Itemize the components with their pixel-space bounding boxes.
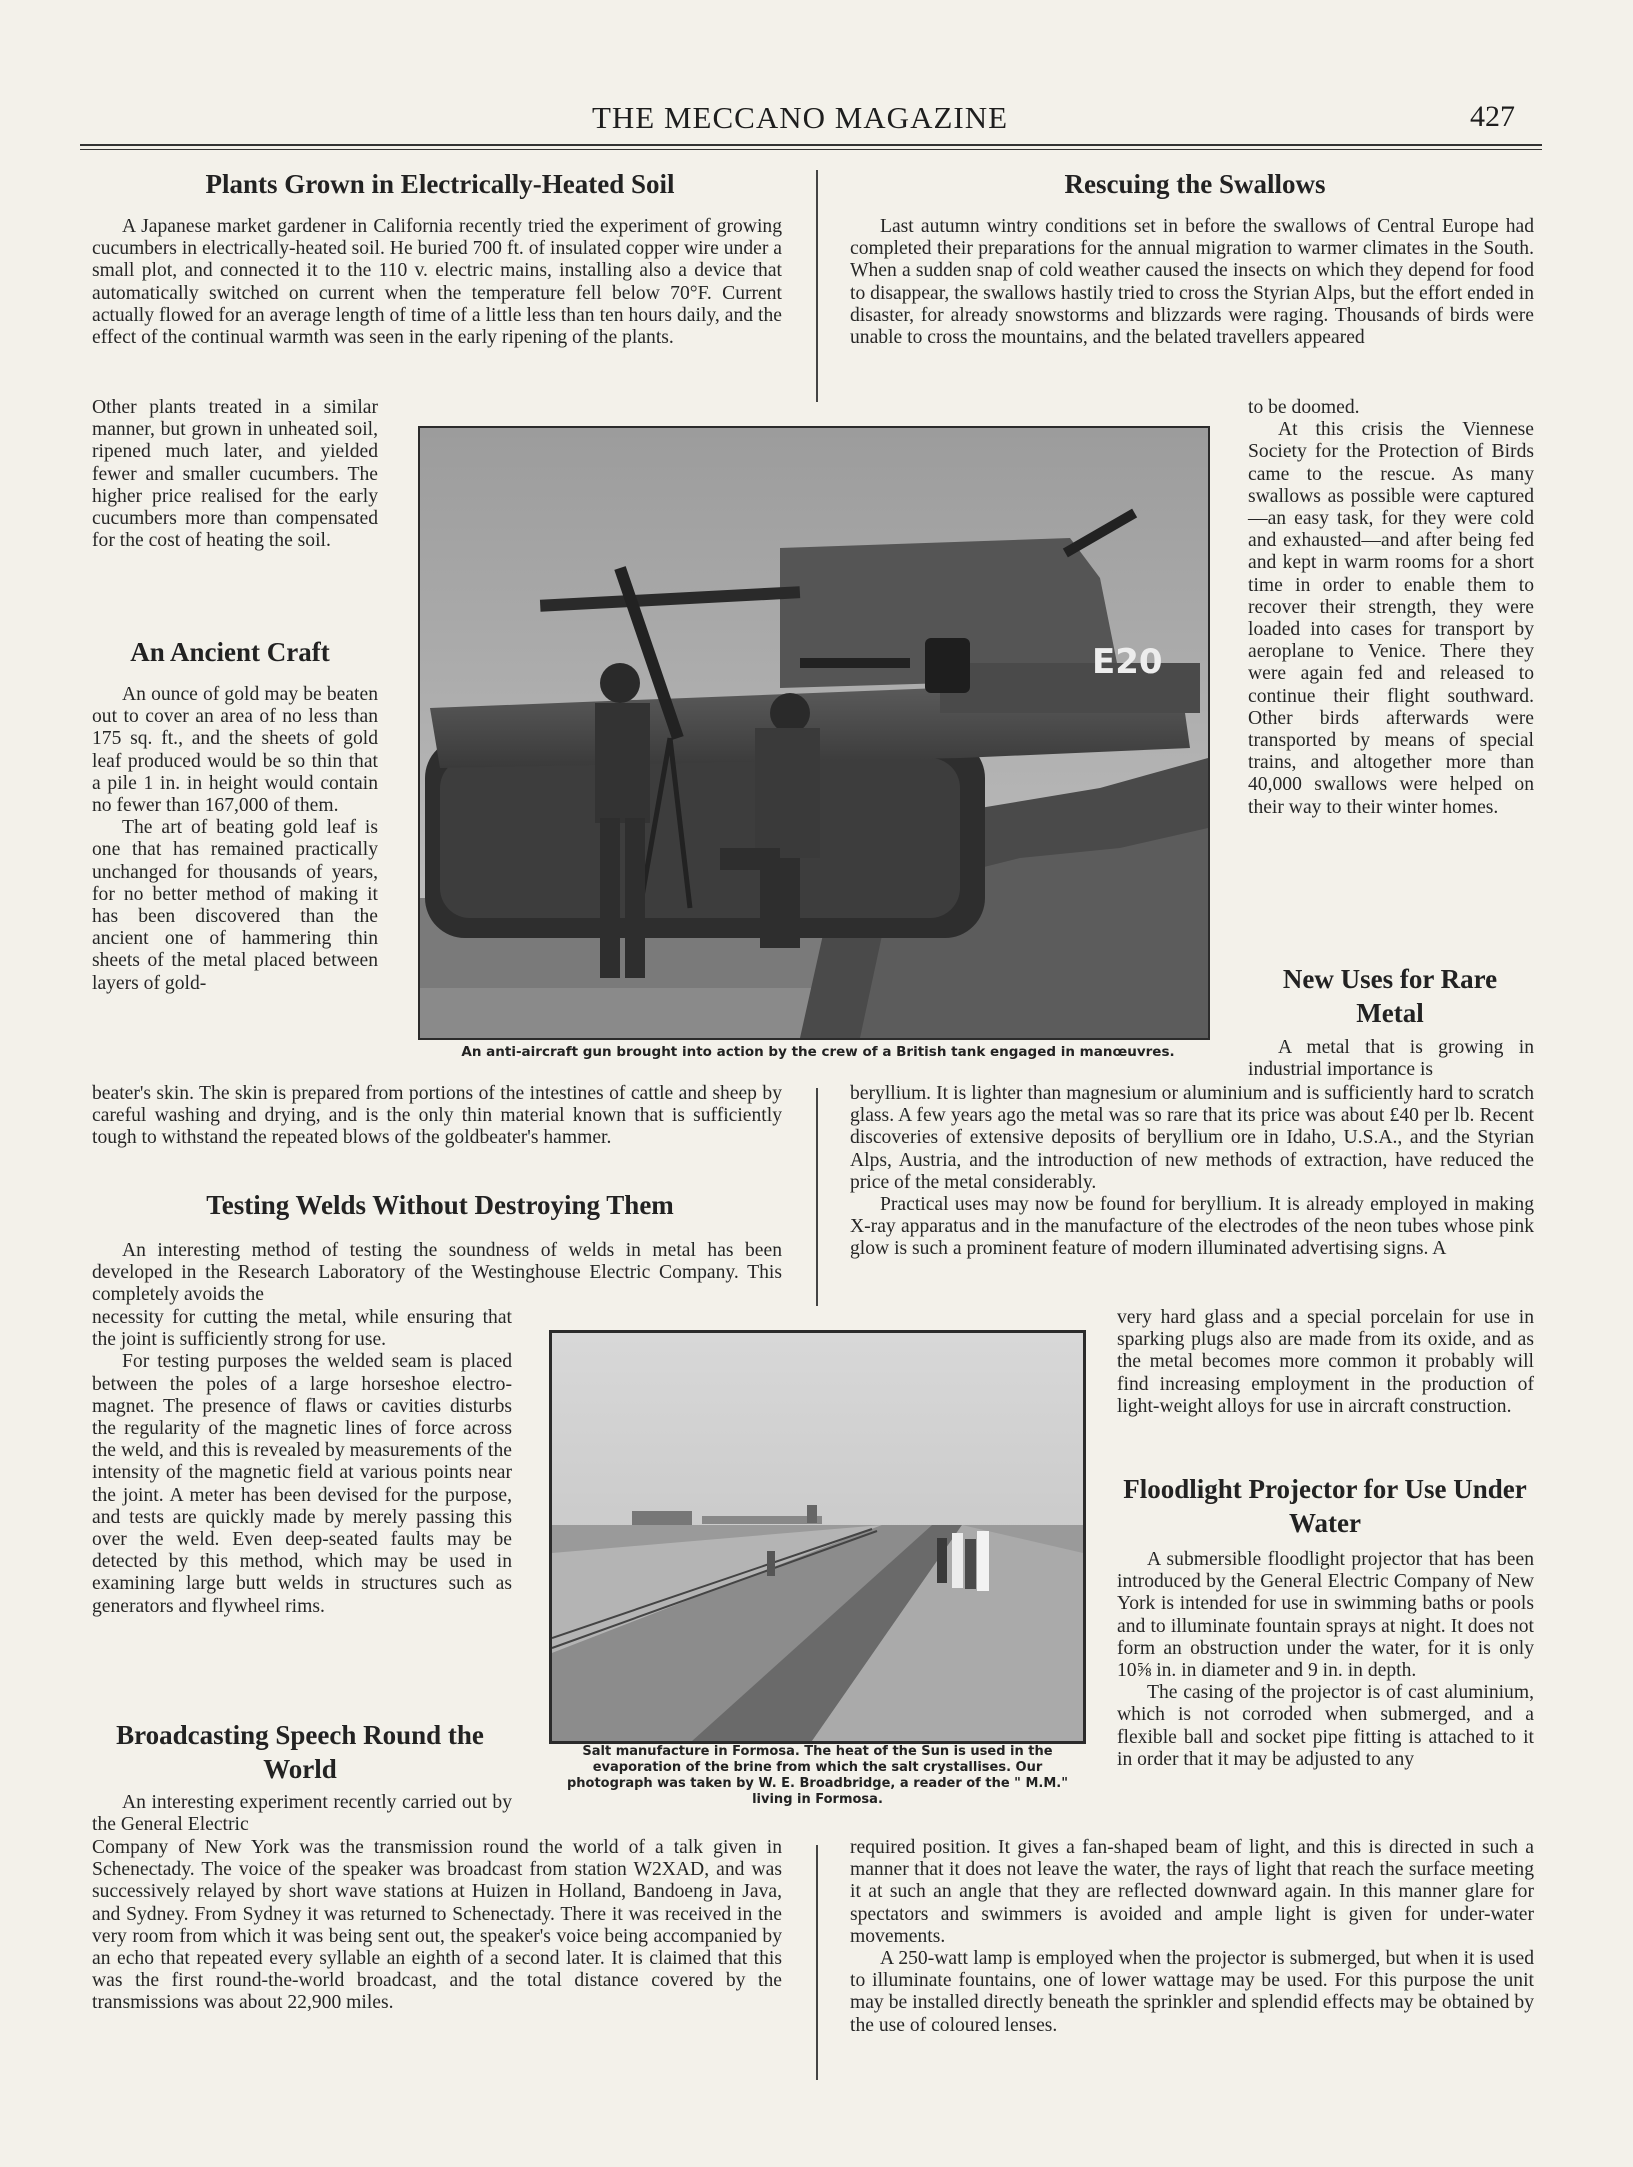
article-floodlight-text (1117, 1549, 1534, 1771)
header-rule-bottom (80, 149, 1542, 150)
article-metal-wide-text (850, 1083, 1534, 1261)
article-floodlight-paragraph-3: A 250-watt lamp is employed when the projector is submerged, but when it is used to illuminate fountains, one of lower wattage may be used. For this purpose the unit may be installed directly beneath the sprinkler and splendid effects may be obtained by the use of coloured lenses. (850, 1948, 1534, 2036)
column-divider-middle (816, 1088, 818, 1306)
page-number: 427 (1470, 100, 1515, 133)
heading-floodlight: Floodlight Projector for Use Under Water (1123, 1474, 1527, 1538)
salt-photo (549, 1330, 1086, 1744)
article-welds-paragraph-2: For testing purposes the welded seam is placed between the poles of a large horseshoe electro-magnet. The presence of flaws or cavities disturbs the regularity of the magnetic lines of force across the weld, and this is revealed by measurements of the intensity of the magnetic field at various points near the joint. A meter has been devised for the purpose, and tests are quickly made by merely passing this over the weld. Even deep-seated faults may be detected by this method, which may be used in examining large butt welds in structures such as generators and flywheel rims. (92, 1351, 512, 1617)
article-swallows-paragraph-1-cont: to be doomed. (1248, 397, 1360, 418)
article-craft-paragraph-1: An ounce of gold may be beaten out to cover an area of no less than 175 sq. ft., and the sheets of gold leaf produced would be so thin that a pile 1 in. in height would contain no fewer than 167,000 of them. (92, 684, 378, 817)
column-divider-top (816, 170, 818, 402)
article-swallows-paragraph-1: Last autumn wintry conditions set in before the swallows of Central Europe had completed their preparations for the annual migration to warmer climates in the South. When a sudden snap of cold weather caused the insects on which they depend for food to disappear, the swallows hastily tried to cross the Styrian Alps, but the effort ended in disaster, for already snowstorms and blizzards were raging. Thousands of birds were unable to cross the mountains, and the belated travellers appeared (850, 216, 1534, 349)
article-craft-paragraph-2: The art of beating gold leaf is one that has remained practically unchanged for thousands of years, for no better method of making it has been discovered than the ancient one of hammering thin sheets of the metal placed between layers of gold- (92, 817, 378, 994)
article-swallows-paragraph-2: At this crisis the Viennese Society for the Protection of Birds came to the rescue. As many swallows as possible were captured—an easy task, for they were cold and exhausted—and after being fed and kept in warm rooms for a short time in order to enable them to recover their strength, they were loaded into cases for transport by aeroplane to Venice. There they were again fed and released to continue their flight southward. Other birds afterwards were transported by means of special trains, and altogether more than 40,000 swallows were helped on their way to their winter homes. (1248, 419, 1534, 818)
magazine-title: THE MECCANO MAGAZINE (591, 100, 1009, 135)
tank-photo-illustration (420, 428, 1208, 1038)
heading-ancient-craft: An Ancient Craft (130, 637, 330, 667)
article-welds-paragraph-1: An interesting method of testing the soundness of welds in metal has been developed in the Research Laboratory of the Westinghouse Electric Company. This completely avoids the (92, 1240, 782, 1306)
article-metal-paragraph-2-cont: very hard glass and a special porcelain for use in sparking plugs also are made from its oxide, and as the metal becomes more common it probably will find increasing employment in the production of light-weight alloys for use in aircraft construction. (1117, 1307, 1534, 1417)
article-broadcast-wide-text (92, 1837, 782, 2015)
article-floodlight-wide-text (850, 1837, 1534, 2037)
article-metal-paragraph-1: A metal that is growing in industrial importance is (1248, 1037, 1534, 1081)
tank-photo (418, 426, 1210, 1040)
article-plants-paragraph: A Japanese market gardener in California recently tried the experiment of growing cucumbers in electrically-heated soil. He buried 700 ft. of insulated copper wire under a small plot, and connected it to the 110 v. electric mains, installing also a device that automatically switched on current when the temperature fell below 70°F. Current actually flowed for an average length of time of a little less than ten hours daily, and the effect of the continual warmth was seen in the early ripening of the plants. (92, 216, 782, 349)
article-metal-narrow-text (1248, 1037, 1534, 1081)
article-craft-text (92, 684, 378, 995)
article-metal-paragraph-1-cont: beryllium. It is lighter than magnesium or aluminium and is sufficiently hard to scratch glass. A few years ago the metal was so rare that its price was about £40 per lb. Recent discoveries of extensive deposits of beryllium ore in Idaho, U.S.A., and the Styrian Alps, Austria, and the introduction of new methods of extraction, have reduced the price of the metal considerably. (850, 1083, 1534, 1193)
article-floodlight-paragraph-2-cont: required position. It gives a fan-shaped beam of light, and this is directed in such a manner that it does not leave the water, the rays of light that reach the surface meeting it at such an angle that they are reflected downward again. In this manner glare for spectators and swimmers is avoided and ample light is given for under-water movements. (850, 1837, 1534, 1947)
column-divider-bottom (816, 1845, 818, 2080)
masthead (80, 100, 1520, 140)
salt-photo-caption: Salt manufacture in Formosa. The heat of the Sun is used in the evaporation of the brine from which the salt crystallises. Our photograph was taken by W. E. Broadbridge, a reader of the " M.M." living in Formosa. (566, 1744, 1069, 1807)
article-broadcast-narrow-text (92, 1792, 512, 1836)
heading-swallows: Rescuing the Swallows (1064, 169, 1326, 199)
article-metal-paragraph-2: Practical uses may now be found for beryllium. It is already employed in making X-ray apparatus and in the manufacture of the electrodes of the neon tubes whose pink glow is such a prominent feature of modern illuminated advertising signs. A (850, 1194, 1534, 1260)
article-swallows-text (1248, 397, 1534, 819)
heading-testing-welds: Testing Welds Without Destroying Them (206, 1190, 674, 1220)
article-welds-paragraph-1-cont: necessity for cutting the metal, while ensuring that the joint is sufficiently strong for use. (92, 1307, 512, 1351)
article-floodlight-paragraph-1: A submersible floodlight projector that has been introduced by the General Electric Company of New York is intended for use in swimming baths or pools and to illuminate fountain sprays at night. It does not form an obstruction under the water, for it is only 10⅝ in. in diameter and 9 in. in depth. (1117, 1549, 1534, 1682)
article-swallows-wide-text (850, 216, 1534, 349)
article-broadcast-paragraph-cont: Company of New York was the transmission round the world of a talk given in Schenectady. The voice of the speaker was broadcast from station W2XAD, and was successively relayed by short wave stations at Huizen in Holland, Bandoeng in Java, and Sydney. From Sydney it was returned to Schenectady. There it was received in the very room from which it was being sent out, the speaker's voice being accompanied by an echo that repeated every syllable an eighth of a second later. It is claimed that this was the first round-the-world broadcast, and the total distance covered by the transmissions was about 22,900 miles. (92, 1837, 782, 2014)
article-metal-right-text (1117, 1307, 1534, 1418)
heading-rare-metal: New Uses for Rare Metal (1282, 964, 1498, 1028)
article-craft-wide-text (92, 1083, 782, 1150)
article-plants-paragraph-cont: Other plants treated in a similar manner, but grown in unheated soil, ripened much later, and yielded fewer and smaller cucumbers. The higher price realised for the early cucumbers more than compensated for the cost of heating the soil. (92, 397, 378, 552)
salt-photo-illustration (552, 1333, 1083, 1741)
article-floodlight-paragraph-2: The casing of the projector is of cast aluminium, which is not corroded when submerged, and a flexible ball and socket pipe fitting is attached to it in order that it may be adjusted to any (1117, 1682, 1534, 1770)
article-plants-narrow-text (92, 397, 378, 552)
heading-plants: Plants Grown in Electrically-Heated Soil (205, 169, 675, 199)
article-craft-paragraph-2-cont: beater's skin. The skin is prepared from portions of the intestines of cattle and sheep by careful washing and drying, and is the only thin material known that is sufficiently tough to withstand the repeated blows of the goldbeater's hammer. (92, 1083, 782, 1149)
article-welds-text (92, 1307, 512, 1618)
article-broadcast-paragraph: An interesting experiment recently carried out by the General Electric (92, 1792, 512, 1836)
tank-marking: E20 (1092, 642, 1163, 682)
article-plants-text (92, 216, 782, 349)
article-welds-wide-text (92, 1240, 782, 1307)
heading-broadcasting: Broadcasting Speech Round the World (116, 1720, 484, 1784)
header-rule-top (80, 144, 1542, 146)
tank-photo-caption: An anti-aircraft gun brought into action by the crew of a British tank engaged in manœuvres. (461, 1044, 1175, 1060)
